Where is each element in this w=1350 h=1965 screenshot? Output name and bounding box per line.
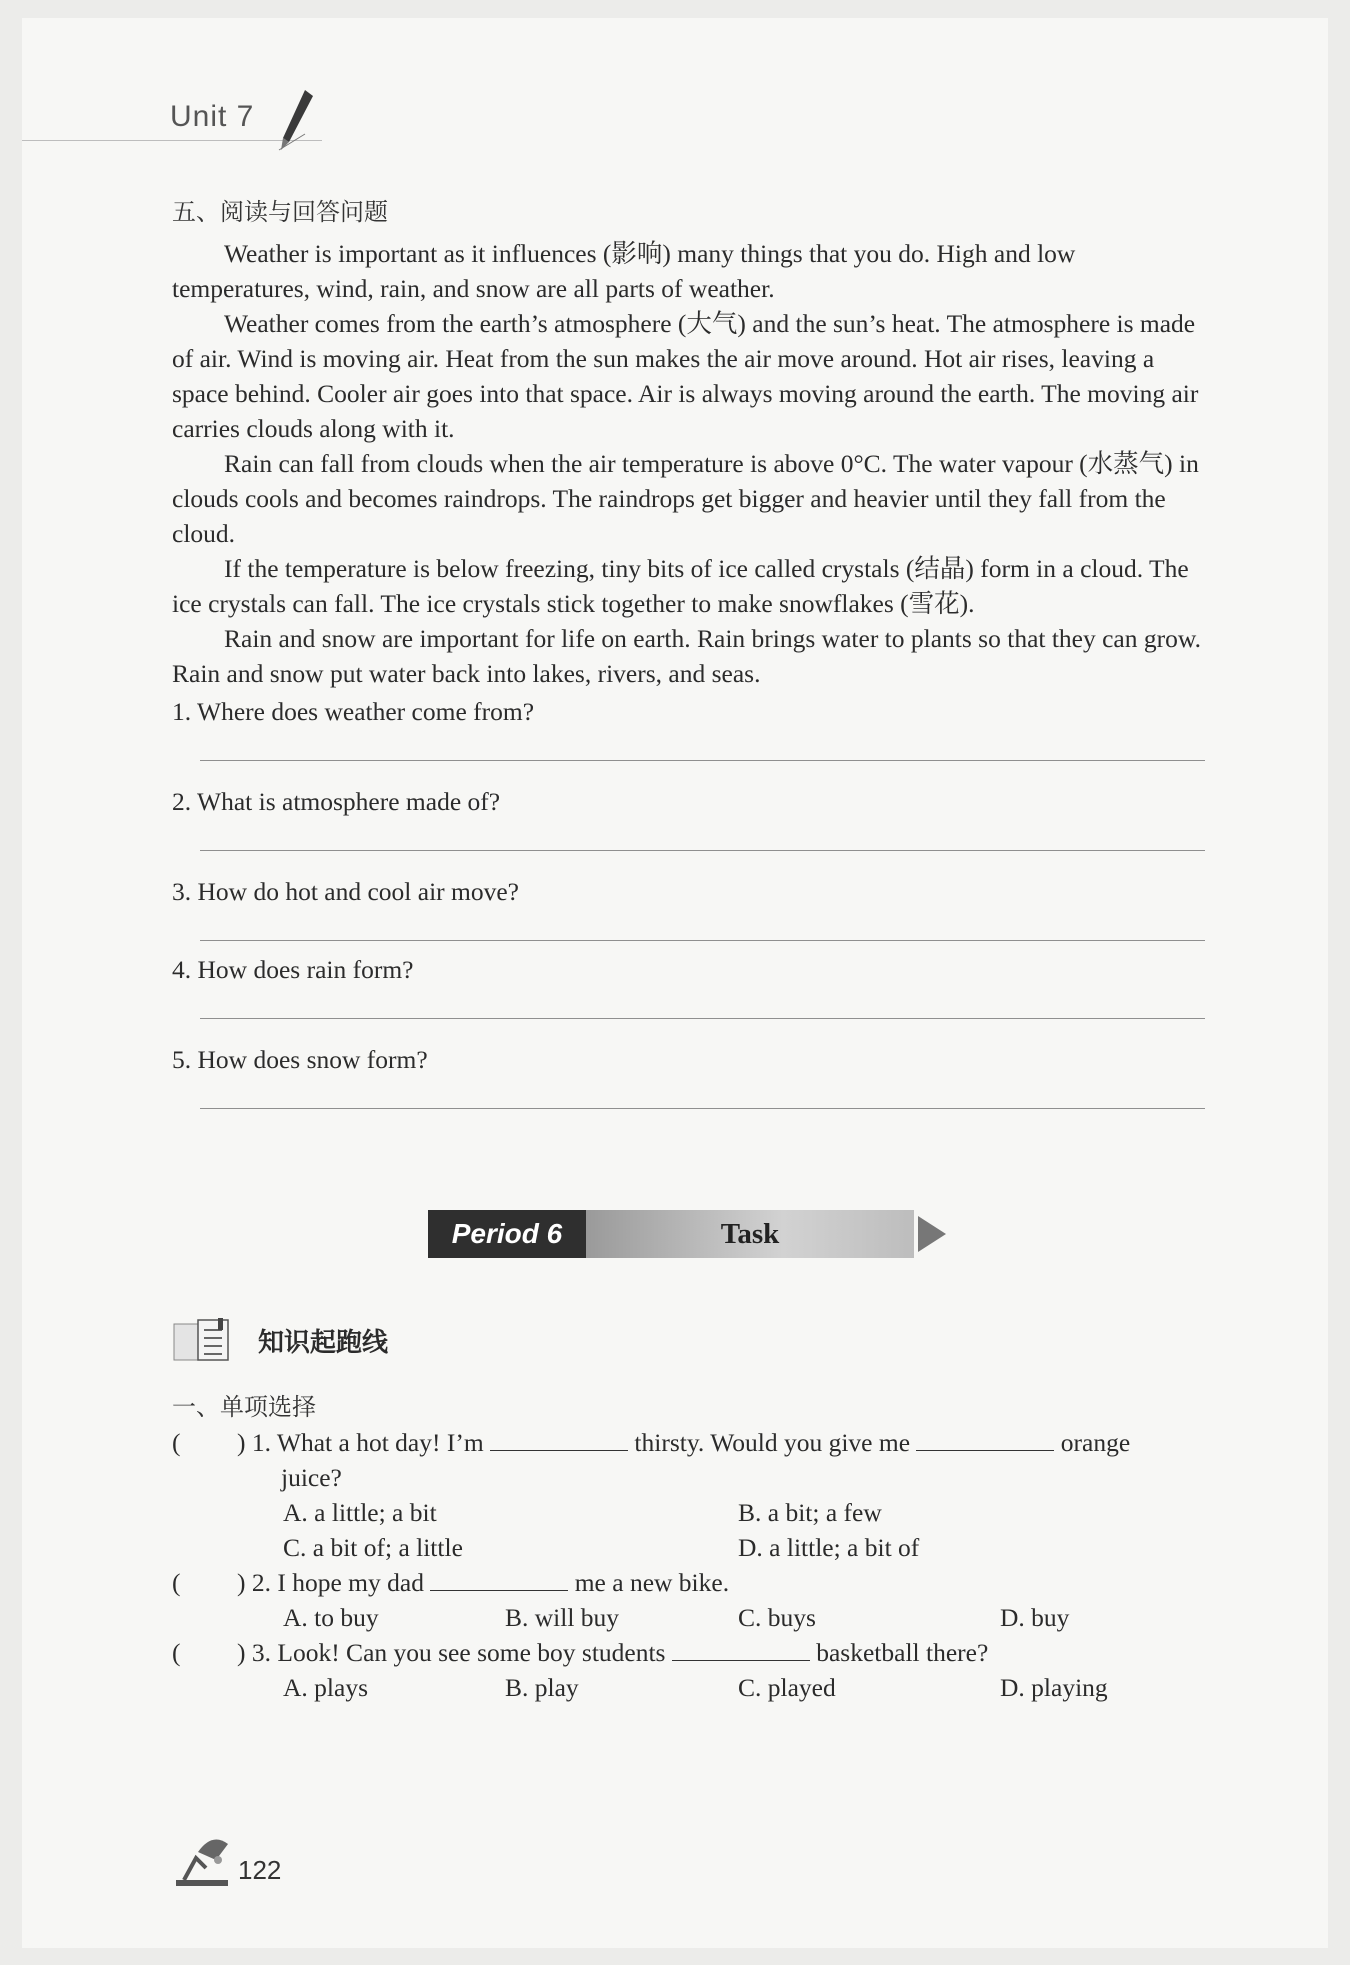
answer-line-3[interactable] — [200, 940, 1205, 941]
question-4: 4. How does rain form? — [172, 955, 414, 984]
q1-text-b: thirsty. Would you give me — [634, 1428, 911, 1457]
reading-section-title: 五、阅读与回答问题 — [172, 198, 388, 226]
q2-paren: ( — [172, 1568, 181, 1597]
paragraph-3: Rain can fall from clouds when the air temperature is above 0°C. The water vapour (水蒸气) in clouds cools and becomes raindrops. The raindrops get bigger and heavier until they fall from the cloud. — [172, 449, 1199, 548]
q3-paren: ( — [172, 1638, 181, 1667]
q1-stem — [237, 1428, 1130, 1458]
paragraph-4: If the temperature is below freezing, tiny bits of ice called crystals (结晶) form in a cloud. The ice crystals can fall. The ice crystals stick together to make snowflakes (雪花). — [172, 554, 1189, 618]
book-icon — [172, 1318, 238, 1364]
period-label: Period 6 — [428, 1210, 586, 1258]
q1-text-a: ) 1. What a hot day! I’m — [237, 1428, 484, 1457]
answer-line-2[interactable] — [200, 850, 1205, 851]
period-banner — [428, 1210, 958, 1258]
lamp-icon — [172, 1830, 232, 1890]
reading-passage — [172, 236, 1207, 691]
q2-blank[interactable] — [430, 1590, 568, 1591]
q3-option-c[interactable]: C. played — [738, 1673, 836, 1702]
q3-option-d[interactable]: D. playing — [1000, 1673, 1108, 1702]
q1-text-c: orange — [1060, 1428, 1131, 1457]
q1-continuation: juice? — [281, 1463, 342, 1492]
q1-paren: ( — [172, 1428, 181, 1457]
q3-text-a: ) 3. Look! Can you see some boy students — [237, 1638, 666, 1667]
question-3: 3. How do hot and cool air move? — [172, 877, 520, 906]
q1-option-b[interactable]: B. a bit; a few — [738, 1498, 882, 1527]
q3-option-b[interactable]: B. play — [505, 1673, 579, 1702]
q3-option-a[interactable]: A. plays — [283, 1673, 368, 1702]
question-5: 5. How does snow form? — [172, 1045, 428, 1074]
question-1: 1. Where does weather come from? — [172, 697, 535, 726]
q2-option-b[interactable]: B. will buy — [505, 1603, 620, 1632]
q3-blank[interactable] — [672, 1660, 810, 1661]
pen-icon — [275, 88, 315, 152]
page-number: 122 — [238, 1855, 282, 1885]
question-2: 2. What is atmosphere made of? — [172, 787, 501, 816]
paragraph-5: Rain and snow are important for life on earth. Rain brings water to plants so that they can grow. Rain and snow put water back into lakes, rivers, and seas. — [172, 624, 1202, 688]
answer-line-4[interactable] — [200, 1018, 1205, 1019]
q1-option-c[interactable]: C. a bit of; a little — [283, 1533, 463, 1562]
q2-option-c[interactable]: C. buys — [738, 1603, 816, 1632]
q1-blank-1[interactable] — [490, 1450, 628, 1451]
q1-option-a[interactable]: A. a little; a bit — [283, 1498, 437, 1527]
mcq-section-title: 一、单项选择 — [172, 1393, 316, 1421]
answer-line-5[interactable] — [200, 1108, 1205, 1109]
unit-header: Unit 7 — [170, 100, 255, 133]
paragraph-1: Weather is important as it influences (影响) many things that you do. High and low temperatures, wind, rain, and snow are all parts of weather. — [172, 239, 1076, 303]
paragraph-2: Weather comes from the earth’s atmosphere (大气) and the sun’s heat. The atmosphere is made of air. Wind is moving air. Heat from the sun makes the air move around. Hot air rises, leaving a space behind. Cooler air goes into that space. Air is always moving around the earth. The moving air carries clouds along with it. — [172, 309, 1199, 443]
q3-text-b: basketball there? — [816, 1638, 989, 1667]
knowledge-title: 知识起跑线 — [258, 1328, 389, 1358]
q2-option-d[interactable]: D. buy — [1000, 1603, 1070, 1632]
q2-option-a[interactable]: A. to buy — [283, 1603, 379, 1632]
arrow-icon — [918, 1216, 946, 1252]
answer-line-1[interactable] — [200, 760, 1205, 761]
q3-stem — [237, 1638, 988, 1668]
task-label: Task — [586, 1210, 914, 1258]
q2-stem — [237, 1568, 729, 1598]
q2-text-b: me a new bike. — [574, 1568, 730, 1597]
q2-text-a: ) 2. I hope my dad — [237, 1568, 424, 1597]
q1-option-d[interactable]: D. a little; a bit of — [738, 1533, 920, 1562]
q1-blank-2[interactable] — [916, 1450, 1054, 1451]
